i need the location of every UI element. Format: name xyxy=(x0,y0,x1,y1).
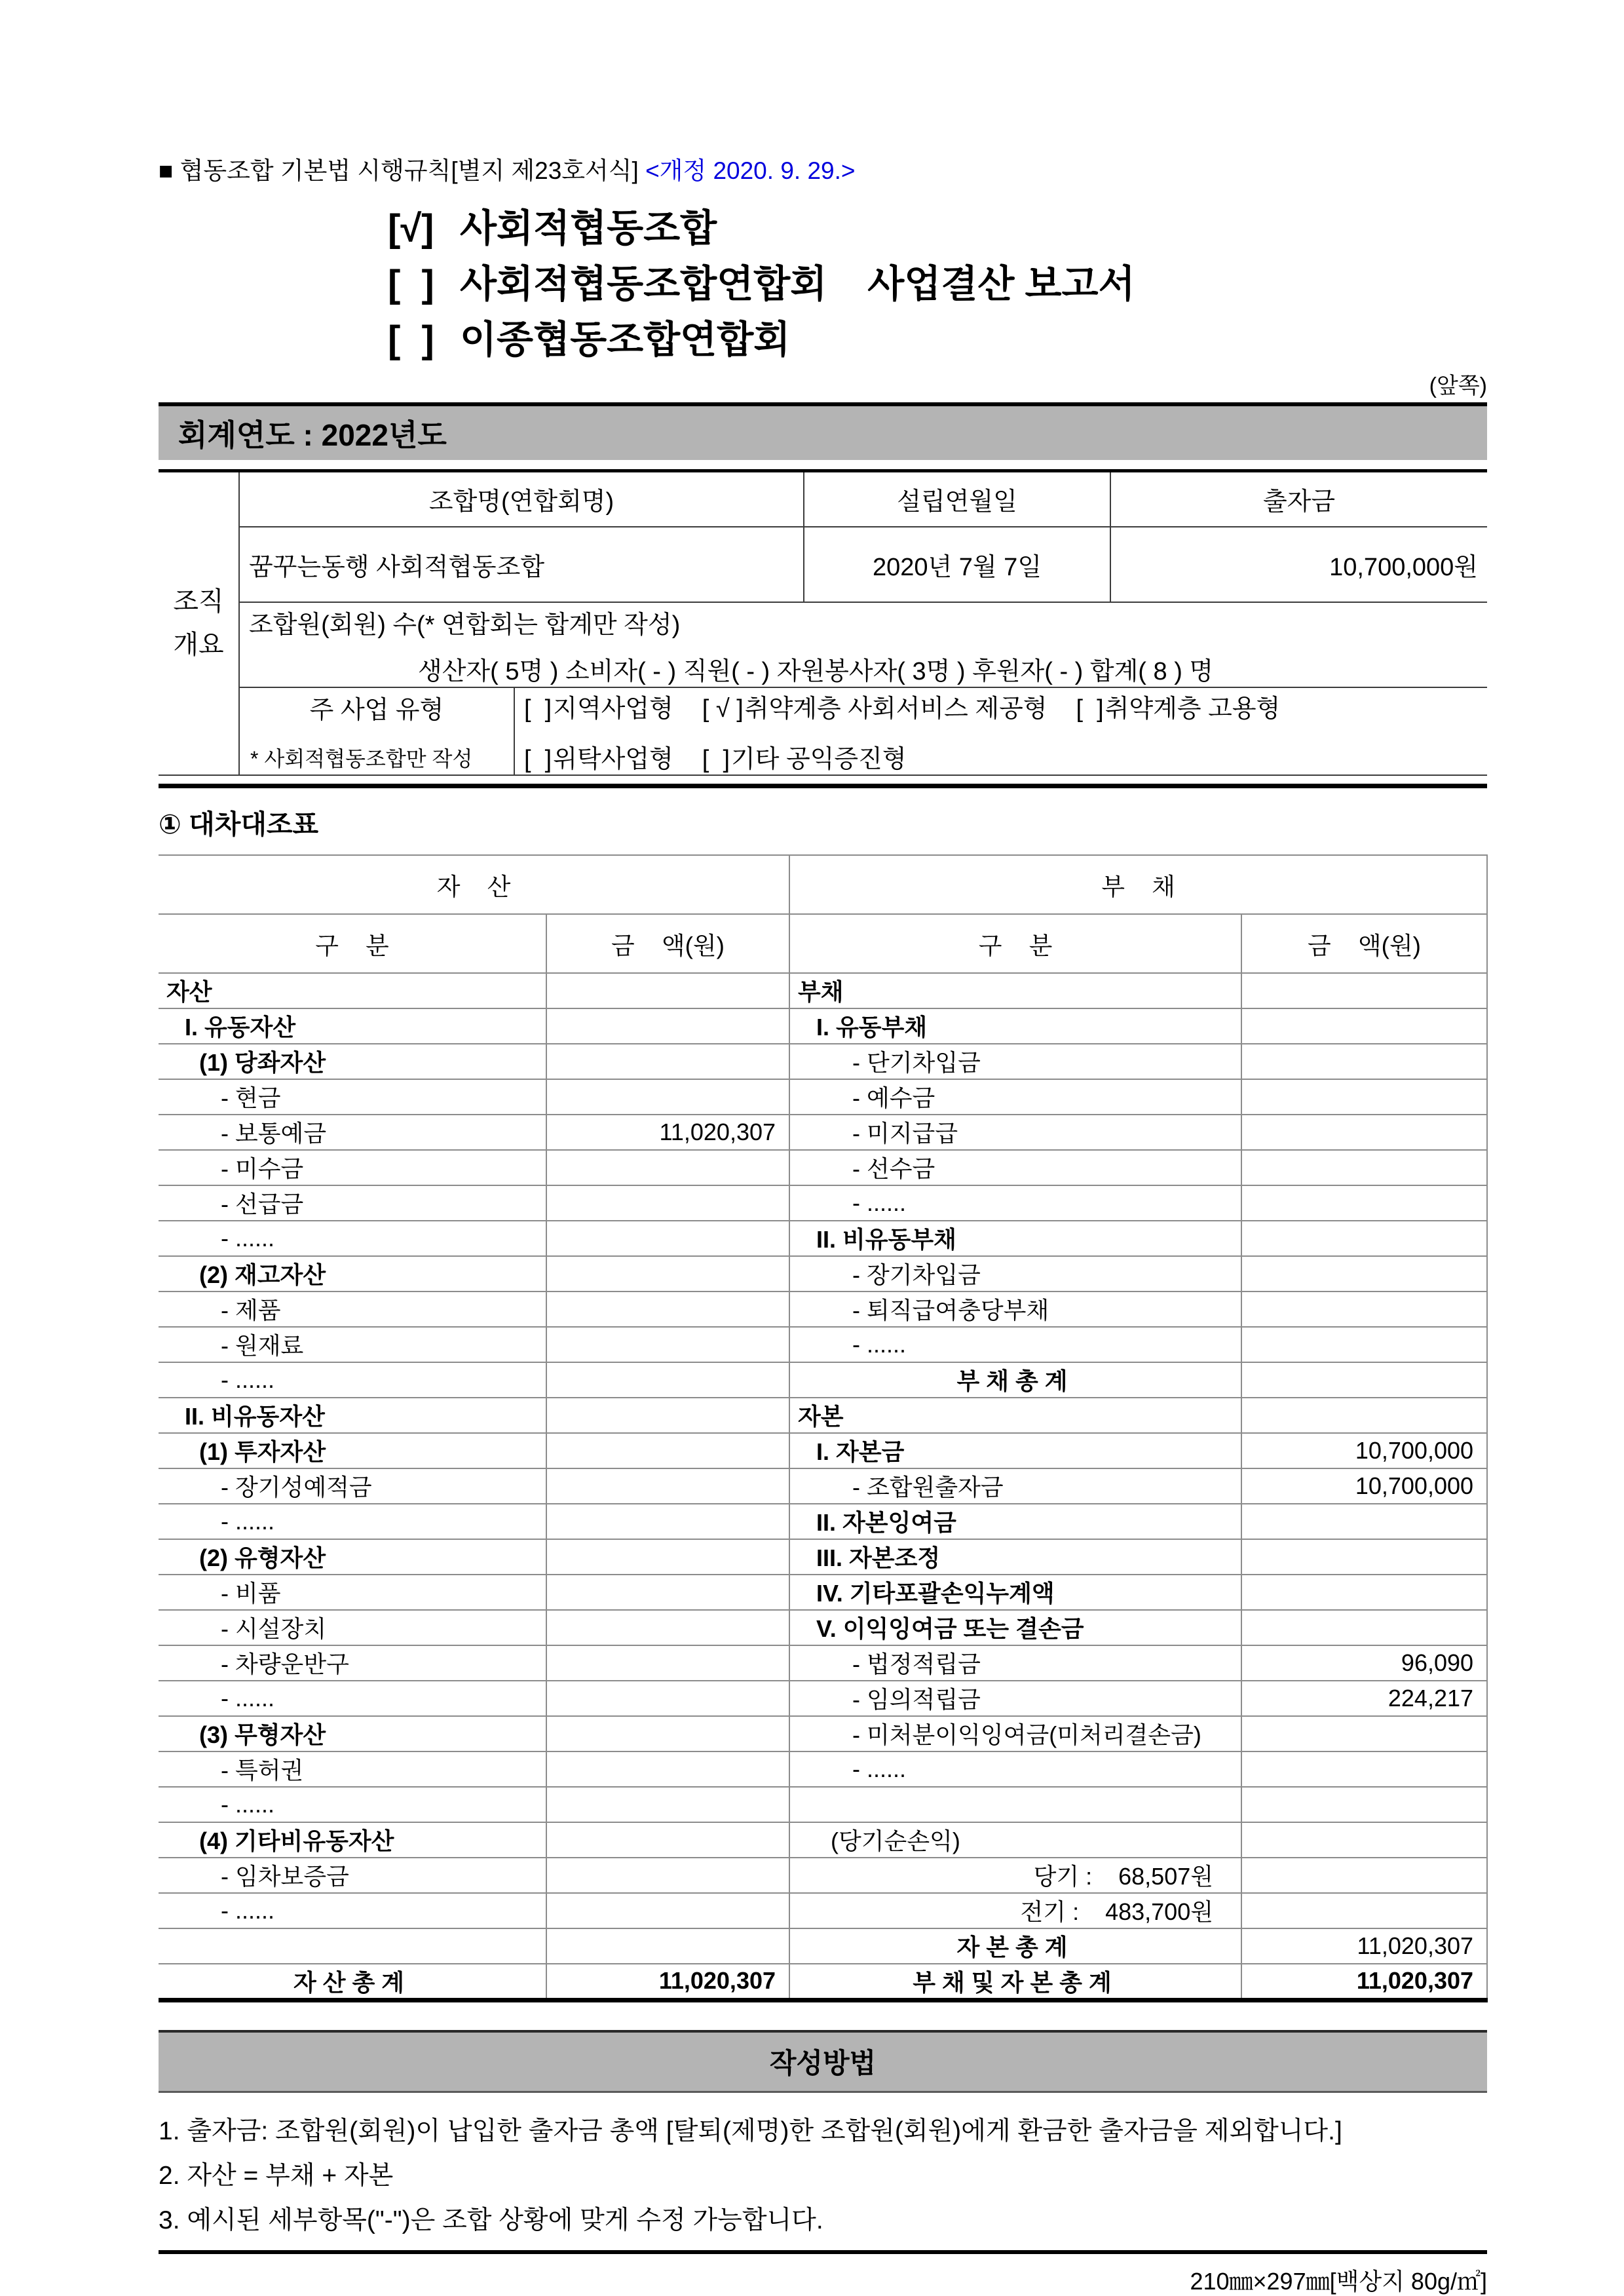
org-business-options-cell xyxy=(514,687,1487,775)
asset-item-label: 자산 xyxy=(159,973,546,1008)
org-side-label xyxy=(159,471,239,775)
table-row xyxy=(159,1893,1487,1928)
checkbox-icon: [ ] xyxy=(1076,695,1104,723)
liability-item-label: - 법정적립금 xyxy=(789,1645,1241,1681)
liability-item-label: II. 비유동부채 xyxy=(789,1221,1241,1256)
org-business-type-label-cell xyxy=(239,687,514,775)
asset-item-amount xyxy=(546,1893,789,1928)
liability-item-amount xyxy=(1241,1504,1487,1539)
title-suffix: 사업결산 보고서 xyxy=(867,263,1135,305)
instructions-header-bar xyxy=(159,2030,1487,2093)
asset-item-label: - ...... xyxy=(159,1787,546,1822)
table-row xyxy=(159,1362,1487,1398)
fiscal-year-text: 회계연도 : 2022년도 xyxy=(178,418,447,452)
asset-item-label: (2) 재고자산 xyxy=(159,1256,546,1292)
table-row xyxy=(159,1468,1487,1504)
title-label: 사회적협동조합연합회 xyxy=(460,263,827,305)
liability-item-amount xyxy=(1241,1539,1487,1575)
liability-item-amount xyxy=(1241,1292,1487,1327)
table-row xyxy=(159,1185,1487,1221)
liability-item-amount xyxy=(1241,1822,1487,1858)
table-row xyxy=(159,1433,1487,1468)
liability-item-amount xyxy=(1241,1256,1487,1292)
org-fund-header: 출자금 xyxy=(1110,471,1487,527)
asset-item-amount xyxy=(546,1433,789,1468)
front-side-label: (앞쪽) xyxy=(1429,373,1487,398)
asset-item-label: - ...... xyxy=(159,1893,546,1928)
asset-item-amount xyxy=(546,1539,789,1575)
asset-item-amount xyxy=(546,1575,789,1610)
liability-item-amount: 224,217 xyxy=(1241,1681,1487,1716)
liability-item-amount: 11,020,307 xyxy=(1241,1928,1487,1964)
liability-item-amount xyxy=(1241,1893,1487,1928)
business-option-label: 취약계층 사회서비스 제공형 xyxy=(744,695,1048,723)
asset-item-label: - 임차보증금 xyxy=(159,1858,546,1893)
title-line xyxy=(388,201,1487,256)
asset-item-label: (1) 당좌자산 xyxy=(159,1044,546,1079)
org-founded-header: 설립연월일 xyxy=(804,471,1110,527)
business-option xyxy=(702,746,907,773)
asset-item-label: - 선급금 xyxy=(159,1185,546,1221)
asset-item-amount xyxy=(546,1610,789,1645)
asset-item-amount xyxy=(546,1858,789,1893)
table-row xyxy=(159,1292,1487,1327)
table-row xyxy=(159,1858,1487,1893)
asset-item-amount xyxy=(546,1716,789,1751)
liability-item-label: - 장기차입금 xyxy=(789,1256,1241,1292)
org-header-row xyxy=(159,471,1487,527)
table-row xyxy=(159,1787,1487,1822)
asset-item-label: - ...... xyxy=(159,1221,546,1256)
asset-group-header: 자 산 xyxy=(159,855,789,914)
business-options-line1 xyxy=(524,688,1478,724)
business-option xyxy=(524,695,673,723)
asset-item-amount xyxy=(546,1787,789,1822)
liability-item-label: III. 자본조정 xyxy=(789,1539,1241,1575)
liability-item-label: V. 이익잉여금 또는 결손금 xyxy=(789,1610,1241,1645)
balance-sheet-head xyxy=(159,855,1487,973)
table-row xyxy=(159,1645,1487,1681)
table-row xyxy=(159,1575,1487,1610)
org-members-label: 조합원(회원) 수(* 연합회는 합계만 작성) xyxy=(249,611,681,639)
checkbox-icon: [ ] xyxy=(524,745,552,773)
balance-sheet-title: ① 대차대조표 xyxy=(159,809,319,839)
liability-item-amount xyxy=(1241,1858,1487,1893)
business-option-label: 지역사업형 xyxy=(553,695,673,723)
liability-item-amount xyxy=(1241,1115,1487,1150)
asset-item-label: - 시설장치 xyxy=(159,1610,546,1645)
liability-item-label: - 조합원출자금 xyxy=(789,1468,1241,1504)
liability-item-label: 자 본 총 계 xyxy=(789,1928,1241,1964)
title-line xyxy=(388,312,1487,368)
business-options-line2 xyxy=(524,738,1478,775)
asset-division-header: 구 분 xyxy=(159,914,546,973)
liability-item-amount: 11,020,307 xyxy=(1241,1964,1487,2000)
liability-item-amount xyxy=(1241,1079,1487,1115)
asset-item-label: 자 산 총 계 xyxy=(159,1964,546,2000)
checkbox-icon: [ ] xyxy=(524,695,552,723)
org-value-row xyxy=(159,527,1487,602)
title-block xyxy=(388,201,1487,368)
org-business-type-note: * 사회적협동조합만 작성 xyxy=(250,747,473,771)
asset-item-label: - 비품 xyxy=(159,1575,546,1610)
liability-item-amount xyxy=(1241,1751,1487,1787)
balance-sheet-table xyxy=(159,854,1488,2002)
business-option-label: 취약계층 고용형 xyxy=(1105,695,1281,723)
org-members-cell xyxy=(239,602,1487,687)
table-row xyxy=(159,1115,1487,1150)
liability-item-amount xyxy=(1241,1185,1487,1221)
liability-item-amount xyxy=(1241,1398,1487,1433)
title-label: 사회적협동조합 xyxy=(460,207,717,250)
liability-item-label: - 임의적립금 xyxy=(789,1681,1241,1716)
asset-item-amount xyxy=(546,1256,789,1292)
org-members-detail: 생산자( 5명 ) 소비자( - ) 직원( - ) 자원봉사자( 3명 ) 후원자( - ) 합계( 8 ) 명 xyxy=(418,657,1214,685)
document-content xyxy=(159,0,1487,2296)
business-option xyxy=(1076,695,1281,723)
asset-item-amount xyxy=(546,1221,789,1256)
liability-item-label: 자본 xyxy=(789,1398,1241,1433)
asset-item-amount xyxy=(546,1362,789,1398)
instructions-title: 작성방법 xyxy=(769,2048,877,2078)
table-row xyxy=(159,1079,1487,1115)
asset-item-label: - 장기성예적금 xyxy=(159,1468,546,1504)
asset-item-amount xyxy=(546,1751,789,1787)
instruction-note: 3. 예시된 세부항목("-")은 조합 상황에 맞게 수정 가능합니다. xyxy=(159,2206,823,2234)
liability-item-amount xyxy=(1241,1575,1487,1610)
checkbox-icon: [√] xyxy=(388,207,434,250)
asset-item-label xyxy=(159,1928,546,1964)
liability-item-label: 부 채 총 계 xyxy=(789,1362,1241,1398)
table-row xyxy=(159,1044,1487,1079)
liability-item-label: - ...... xyxy=(789,1327,1241,1362)
asset-item-amount xyxy=(546,1468,789,1504)
org-members-row xyxy=(159,602,1487,687)
asset-item-label: - ...... xyxy=(159,1504,546,1539)
business-option xyxy=(524,746,673,773)
bottom-rule xyxy=(159,2250,1487,2254)
table-row xyxy=(159,1751,1487,1787)
paper-spec-note: 210㎜×297㎜[백상지 80g/㎡] xyxy=(1190,2267,1487,2295)
table-row xyxy=(159,1398,1487,1433)
table-row xyxy=(159,1008,1487,1044)
asset-item-label: - 특허권 xyxy=(159,1751,546,1787)
liability-item-label: - ...... xyxy=(789,1751,1241,1787)
liability-item-label: - 예수금 xyxy=(789,1079,1241,1115)
table-row xyxy=(159,1504,1487,1539)
liability-item-amount xyxy=(1241,1787,1487,1822)
liability-item-label: - 단기차입금 xyxy=(789,1044,1241,1079)
asset-item-label: I. 유동자산 xyxy=(159,1008,546,1044)
business-option xyxy=(702,695,1048,723)
asset-item-label: (1) 투자자산 xyxy=(159,1433,546,1468)
balance-sheet-rows xyxy=(159,973,1487,2000)
liability-item-amount xyxy=(1241,1327,1487,1362)
liability-item-amount: 10,700,000 xyxy=(1241,1433,1487,1468)
asset-item-amount xyxy=(546,1504,789,1539)
liability-item-label: - 미지급급 xyxy=(789,1115,1241,1150)
liability-group-header: 부 채 xyxy=(789,855,1487,914)
asset-item-amount xyxy=(546,1008,789,1044)
checkbox-icon: [ ] xyxy=(388,263,434,305)
liability-item-label: - 퇴직급여충당부채 xyxy=(789,1292,1241,1327)
liability-item-label: 부 채 및 자 본 총 계 xyxy=(789,1964,1241,2000)
liability-item-amount xyxy=(1241,1610,1487,1645)
org-business-type-label: 주 사업 유형 xyxy=(309,697,444,724)
checkbox-icon: [ ] xyxy=(702,745,730,773)
asset-item-amount xyxy=(546,1822,789,1858)
asset-item-label: - 원재료 xyxy=(159,1327,546,1362)
liability-item-amount xyxy=(1241,1221,1487,1256)
liability-item-amount: 96,090 xyxy=(1241,1645,1487,1681)
business-option-label: 기타 공익증진형 xyxy=(731,745,907,773)
balance-sheet-column-header-row xyxy=(159,914,1487,973)
form-notice xyxy=(159,151,1487,186)
liability-item-amount: 10,700,000 xyxy=(1241,1468,1487,1504)
table-row xyxy=(159,1716,1487,1751)
checkbox-icon: [ √ ] xyxy=(702,695,744,723)
asset-item-label: II. 비유동자산 xyxy=(159,1398,546,1433)
table-row xyxy=(159,1681,1487,1716)
org-fund-value: 10,700,000원 xyxy=(1110,527,1487,602)
asset-item-label: - 현금 xyxy=(159,1079,546,1115)
title-label: 이종협동조합연합회 xyxy=(460,318,791,361)
liability-item-amount xyxy=(1241,1362,1487,1398)
liability-item-amount xyxy=(1241,1008,1487,1044)
form-notice-revision: <개정 2020. 9. 29.> xyxy=(645,157,856,184)
section-divider-rule xyxy=(159,784,1487,788)
liability-item-label: - 미처분이익잉여금(미처리결손금) xyxy=(789,1716,1241,1751)
table-row xyxy=(159,1256,1487,1292)
liability-item-label: - 선수금 xyxy=(789,1150,1241,1185)
table-row xyxy=(159,1539,1487,1575)
asset-item-amount: 11,020,307 xyxy=(546,1964,789,2000)
balance-sheet-group-header-row xyxy=(159,855,1487,914)
table-row xyxy=(159,1928,1487,1964)
liability-item-label: IV. 기타포괄손익누계액 xyxy=(789,1575,1241,1610)
asset-item-label: - 제품 xyxy=(159,1292,546,1327)
liability-item-label: 당기 : 68,507원 xyxy=(789,1858,1241,1893)
org-side-label-line1: 조직 xyxy=(173,587,224,617)
liability-item-label: (당기순손익) xyxy=(789,1822,1241,1858)
org-info-table xyxy=(159,469,1487,776)
org-founded-value: 2020년 7월 7일 xyxy=(804,527,1110,602)
asset-item-amount xyxy=(546,1044,789,1079)
asset-item-amount xyxy=(546,1681,789,1716)
liability-item-label: 전기 : 483,700원 xyxy=(789,1893,1241,1928)
asset-item-label: - ...... xyxy=(159,1362,546,1398)
table-row xyxy=(159,1964,1487,2000)
asset-item-amount xyxy=(546,1645,789,1681)
asset-item-amount xyxy=(546,1398,789,1433)
liability-item-label xyxy=(789,1787,1241,1822)
table-row xyxy=(159,1822,1487,1858)
liability-item-amount xyxy=(1241,973,1487,1008)
instruction-note: 2. 자산 = 부채 + 자본 xyxy=(159,2161,394,2190)
org-side-label-line2: 개요 xyxy=(173,630,224,660)
asset-item-label: - 미수금 xyxy=(159,1150,546,1185)
asset-item-label: (4) 기타비유동자산 xyxy=(159,1822,546,1858)
liability-item-label: II. 자본잉여금 xyxy=(789,1504,1241,1539)
asset-item-amount xyxy=(546,1185,789,1221)
asset-item-label: (2) 유형자산 xyxy=(159,1539,546,1575)
liability-item-label: 부채 xyxy=(789,973,1241,1008)
asset-item-label: - ...... xyxy=(159,1681,546,1716)
liability-item-amount xyxy=(1241,1044,1487,1079)
table-row xyxy=(159,1150,1487,1185)
liability-item-label: I. 자본금 xyxy=(789,1433,1241,1468)
asset-item-amount xyxy=(546,1327,789,1362)
table-row xyxy=(159,1221,1487,1256)
title-line xyxy=(388,256,1487,312)
checkbox-icon: [ ] xyxy=(388,318,434,361)
instruction-note: 1. 출자금: 조합원(회원)이 납입한 출자금 총액 [탈퇴(제명)한 조합원(회원)에게 환금한 출자금을 제외합니다.] xyxy=(159,2116,1342,2145)
fiscal-year-bar xyxy=(159,402,1487,460)
business-option-label: 위탁사업형 xyxy=(553,745,673,773)
asset-item-label: - 보통예금 xyxy=(159,1115,546,1150)
asset-item-amount xyxy=(546,1928,789,1964)
asset-item-amount xyxy=(546,1150,789,1185)
instructions-notes xyxy=(159,2116,1487,2236)
liability-item-label: - ...... xyxy=(789,1185,1241,1221)
table-row xyxy=(159,1327,1487,1362)
liability-item-amount xyxy=(1241,1150,1487,1185)
asset-item-label: - 차량운반구 xyxy=(159,1645,546,1681)
liability-division-header: 구 분 xyxy=(789,914,1241,973)
liability-amount-header: 금 액(원) xyxy=(1241,914,1487,973)
table-row xyxy=(159,1610,1487,1645)
asset-item-amount xyxy=(546,973,789,1008)
org-name-header: 조합명(연합회명) xyxy=(239,471,804,527)
org-business-type-row xyxy=(159,687,1487,775)
table-row xyxy=(159,973,1487,1008)
asset-item-amount xyxy=(546,1079,789,1115)
liability-item-label: I. 유동부채 xyxy=(789,1008,1241,1044)
form-notice-text: ■ 협동조합 기본법 시행규칙[별지 제23호서식] xyxy=(159,157,646,184)
asset-item-label: (3) 무형자산 xyxy=(159,1716,546,1751)
liability-item-amount xyxy=(1241,1716,1487,1751)
org-name-value: 꿈꾸는동행 사회적협동조합 xyxy=(239,527,804,602)
asset-amount-header: 금 액(원) xyxy=(546,914,789,973)
asset-item-amount: 11,020,307 xyxy=(546,1115,789,1150)
asset-item-amount xyxy=(546,1292,789,1327)
